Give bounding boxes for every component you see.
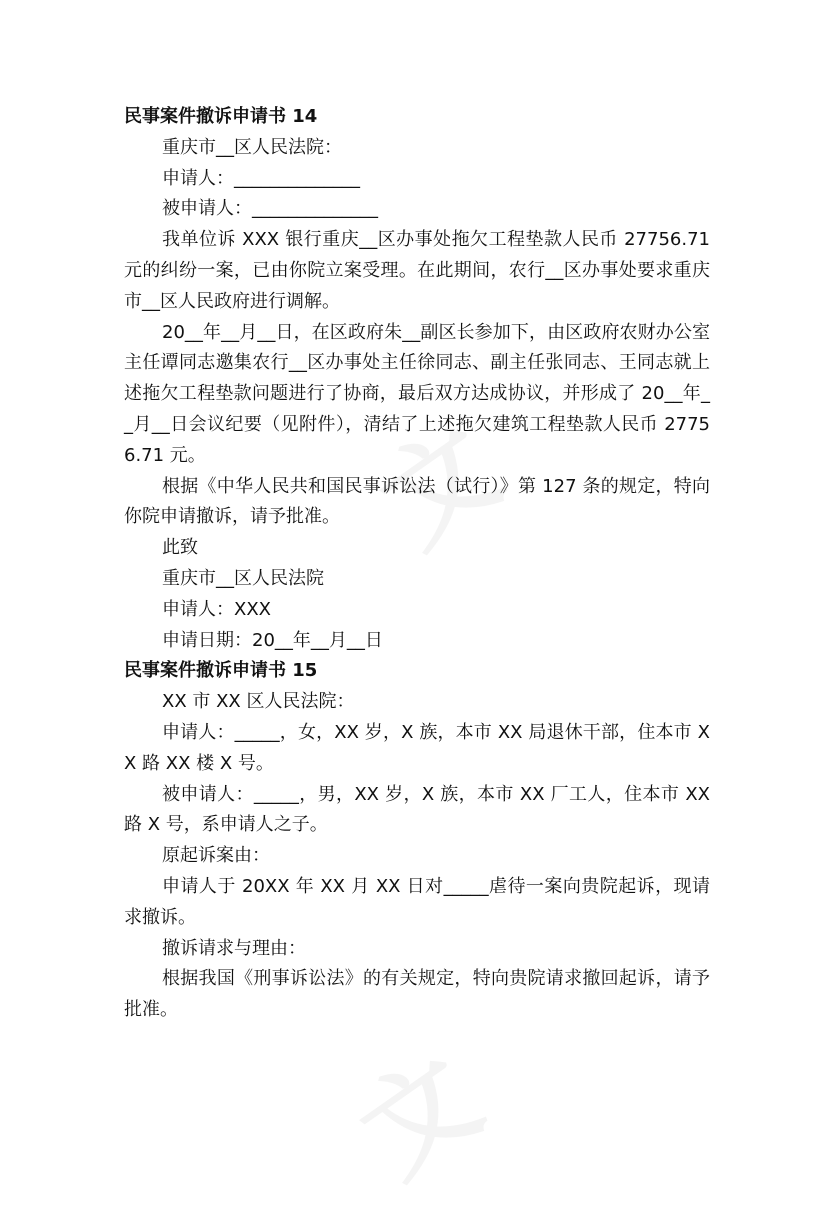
section-14-title: 民事案件撤诉申请书 14 bbox=[124, 106, 318, 127]
closing-salutation: 此致 bbox=[162, 537, 198, 559]
court-addressee: 重庆市__区人民法院： bbox=[162, 136, 342, 158]
legal-basis-paragraph: 根据《中华人民共和国民事诉讼法（试行）》第 127 条的规定，特向你院申请撤诉，请予批准。 bbox=[124, 475, 710, 528]
original-cause-text: 申请人于 20XX 年 XX 月 XX 日对_____虐待一案向贵院起诉，现请求撤诉。 bbox=[124, 875, 710, 928]
case-paragraph: 我单位诉 XXX 银行重庆__区办事处拖欠工程垫款人民币 27756.71 元的纠纷一案，已由你院立案受理。在此期间，农行__区办事处要求重庆市__区人民政府进行调解。 bbox=[124, 229, 710, 312]
watermark: 文 bbox=[358, 402, 522, 571]
application-date: 申请日期：20__年__月__日 bbox=[162, 629, 383, 651]
watermark: 文 bbox=[338, 1032, 502, 1201]
request-reason-label: 撤诉请求与理由： bbox=[162, 937, 306, 959]
recipient-court: 重庆市__区人民法院 bbox=[162, 567, 324, 589]
section-15-title: 民事案件撤诉申请书 15 bbox=[124, 660, 318, 682]
applicant-line: 申请人：______________ bbox=[162, 167, 360, 189]
signature-applicant: 申请人：XXX bbox=[162, 598, 271, 620]
court-addressee: XX 市 XX 区人民法院： bbox=[162, 691, 355, 713]
original-cause-label: 原起诉案由： bbox=[162, 845, 270, 867]
document-body bbox=[124, 102, 710, 1026]
applicant-details: 申请人：_____，女，XX 岁，X 族，本市 XX 局退休干部，住本市 XX 路 XX 楼 X 号。 bbox=[124, 721, 710, 774]
respondent-details: 被申请人：_____，男，XX 岁，X 族，本市 XX 厂工人，住本市 XX 路 X 号，系申请人之子。 bbox=[124, 783, 710, 836]
request-reason-text: 根据我国《刑事诉讼法》的有关规定，特向贵院请求撤回起诉，请予批准。 bbox=[124, 968, 710, 1021]
mediation-paragraph: 20__年__月__日，在区政府朱__副区长参加下，由区政府农财办公室主任谭同志邀集农行__区办事处主任徐同志、副主任张同志、王同志就上述拖欠工程垫款问题进行了协商，最后双方达成协议，并形成了 20__年__月__日会议纪要（见附件），清结了上述拖欠建筑工程垫款人民币 27756.71 元。 bbox=[124, 321, 710, 466]
respondent-line: 被申请人：______________ bbox=[162, 198, 378, 220]
